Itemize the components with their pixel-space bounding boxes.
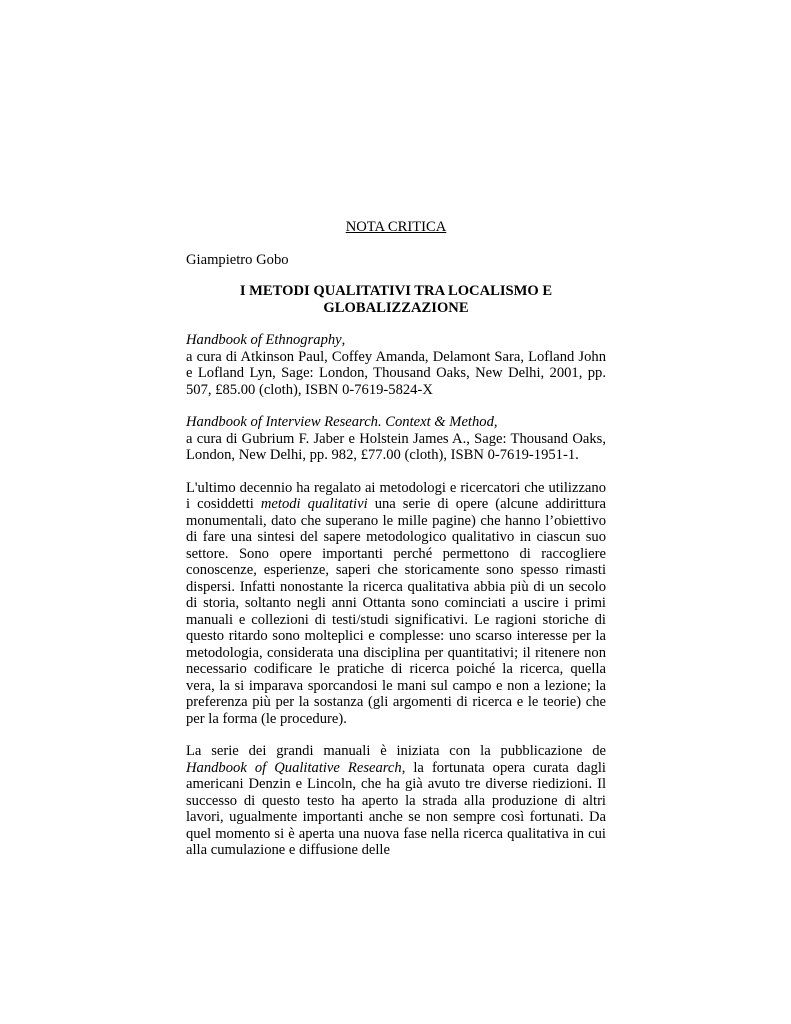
paragraph-text: La serie dei grandi manuali è iniziata con la pubblicazione de — [186, 743, 606, 759]
paragraph-text: L'ultimo decennio ha regalato ai metodologi e ricercatori che utilizzano i cosiddetti — [186, 479, 606, 512]
book-details: a cura di Atkinson Paul, Coffey Amanda, Delamont Sara, Lofland John e Lofland Lyn, Sage: London, Thousand Oaks, New Delhi, 2001, pp. 507, £85.00 (cloth), ISBN 0-7619-5824-X — [186, 348, 606, 398]
book-title-suffix: , — [341, 332, 346, 348]
body-paragraph-2 — [186, 743, 606, 859]
book-title-line — [186, 332, 606, 349]
book-reference-2 — [186, 414, 606, 464]
article-title-line-1: I METODI QUALITATIVI TRA LOCALISMO E — [239, 283, 553, 299]
document-page — [186, 219, 606, 859]
paragraph-text: una serie di opere (alcune addirittura monumentali, dato che superano le mille pagine) che hanno l’obiettivo di fare una sintesi del sapere metodologico qualitativo in ciascun suo settore. Sono opere importanti perché permettono di raccogliere conoscenze, esperienze, saperi che storicamente sono spesso rimasti dispersi. Infatti nonostante la ricerca qualitativa abbia più di un secolo di storia, soltanto negli anni Ottanta sono cominciati a uscire i primi manuali e collezioni di testi/studi significativi. Le ragioni storiche di questo ritardo sono molteplici e complesse: uno scarso interesse per la metodologia, considerata una disciplina per quantitativi; il ritenere non necessario codificare le pratiche di ricerca poiché la ricerca, quella vera, la si imparava sporcandosi le mani sul campo e non a lezione; la preferenza più per la sostanza (gli argomenti di ricerca e le teorie) che per la forma (le procedure). — [186, 496, 606, 727]
book-title: Handbook of Ethnography — [186, 332, 342, 348]
section-label: NOTA CRITICA — [345, 219, 447, 235]
book-details: a cura di Gubrium F. Jaber e Holstein James A., Sage: Thousand Oaks, London, New Delhi, pp. 982, £77.00 (cloth), ISBN 0-7619-1951-1. — [186, 430, 606, 463]
book-title-suffix: , — [493, 414, 498, 430]
book-reference-1 — [186, 332, 606, 398]
paragraph-text: , la fortunata opera curata dagli americani Denzin e Lincoln, che ha già avuto tre diverse riedizioni. Il successo di questo testo ha aperto la strada alla produzione di altri lavori, ugualmente importanti anche se non sempre così fortunati. Da quel momento si è aperta una nuova fase nella ricerca qualitativa in cui alla cumulazione e diffusione delle — [186, 759, 606, 858]
book-title-line — [186, 414, 606, 431]
article-title-line-2: GLOBALIZZAZIONE — [323, 299, 469, 316]
article-title — [186, 283, 606, 316]
paragraph-emphasis: Handbook of Qualitative Research — [186, 759, 402, 776]
paragraph-emphasis: metodi qualitativi — [260, 496, 368, 512]
body-paragraph-1 — [186, 480, 606, 728]
book-title: Handbook of Interview Research. Context & Method — [186, 414, 494, 430]
author-name: Giampietro Gobo — [186, 251, 289, 268]
